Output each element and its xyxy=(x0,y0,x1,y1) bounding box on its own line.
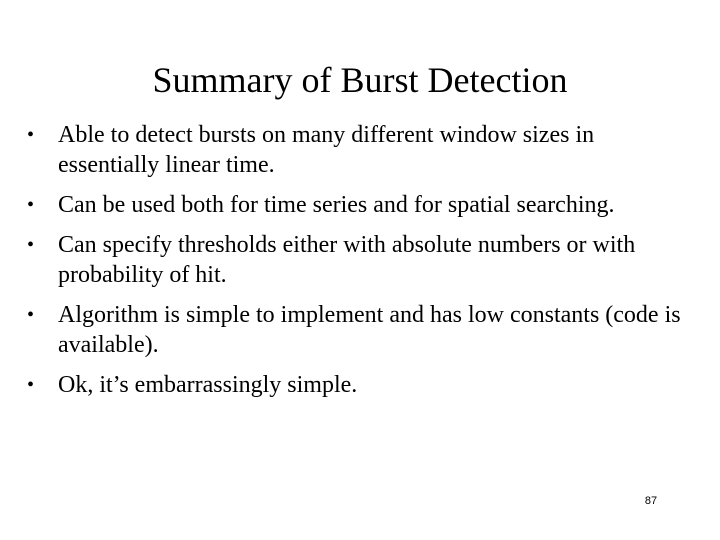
bullet-item xyxy=(0,370,698,400)
bullet-item xyxy=(0,190,698,220)
bullet-marker: • xyxy=(27,124,35,146)
bullet-text: Can specify thresholds either with absolute numbers or with probability of hit. xyxy=(58,232,636,288)
bullet-marker: • xyxy=(27,194,35,216)
bullet-item xyxy=(0,120,698,180)
bullet-marker: • xyxy=(27,304,35,326)
slide-title: Summary of Burst Detection xyxy=(152,60,568,100)
bullet-item xyxy=(0,230,698,290)
bullet-text: Can be used both for time series and for spatial searching. xyxy=(58,192,615,218)
bullet-marker: • xyxy=(27,374,35,396)
bullet-item xyxy=(0,300,698,360)
bullet-marker: • xyxy=(27,234,35,256)
bullet-text: Algorithm is simple to implement and has low constants (code is available). xyxy=(58,302,681,358)
bullet-text: Able to detect bursts on many different window sizes in essentially linear time. xyxy=(58,122,595,178)
bullet-list xyxy=(0,120,720,410)
page-number: 87 xyxy=(644,495,658,507)
bullet-text: Ok, it’s embarrassingly simple. xyxy=(58,372,358,398)
